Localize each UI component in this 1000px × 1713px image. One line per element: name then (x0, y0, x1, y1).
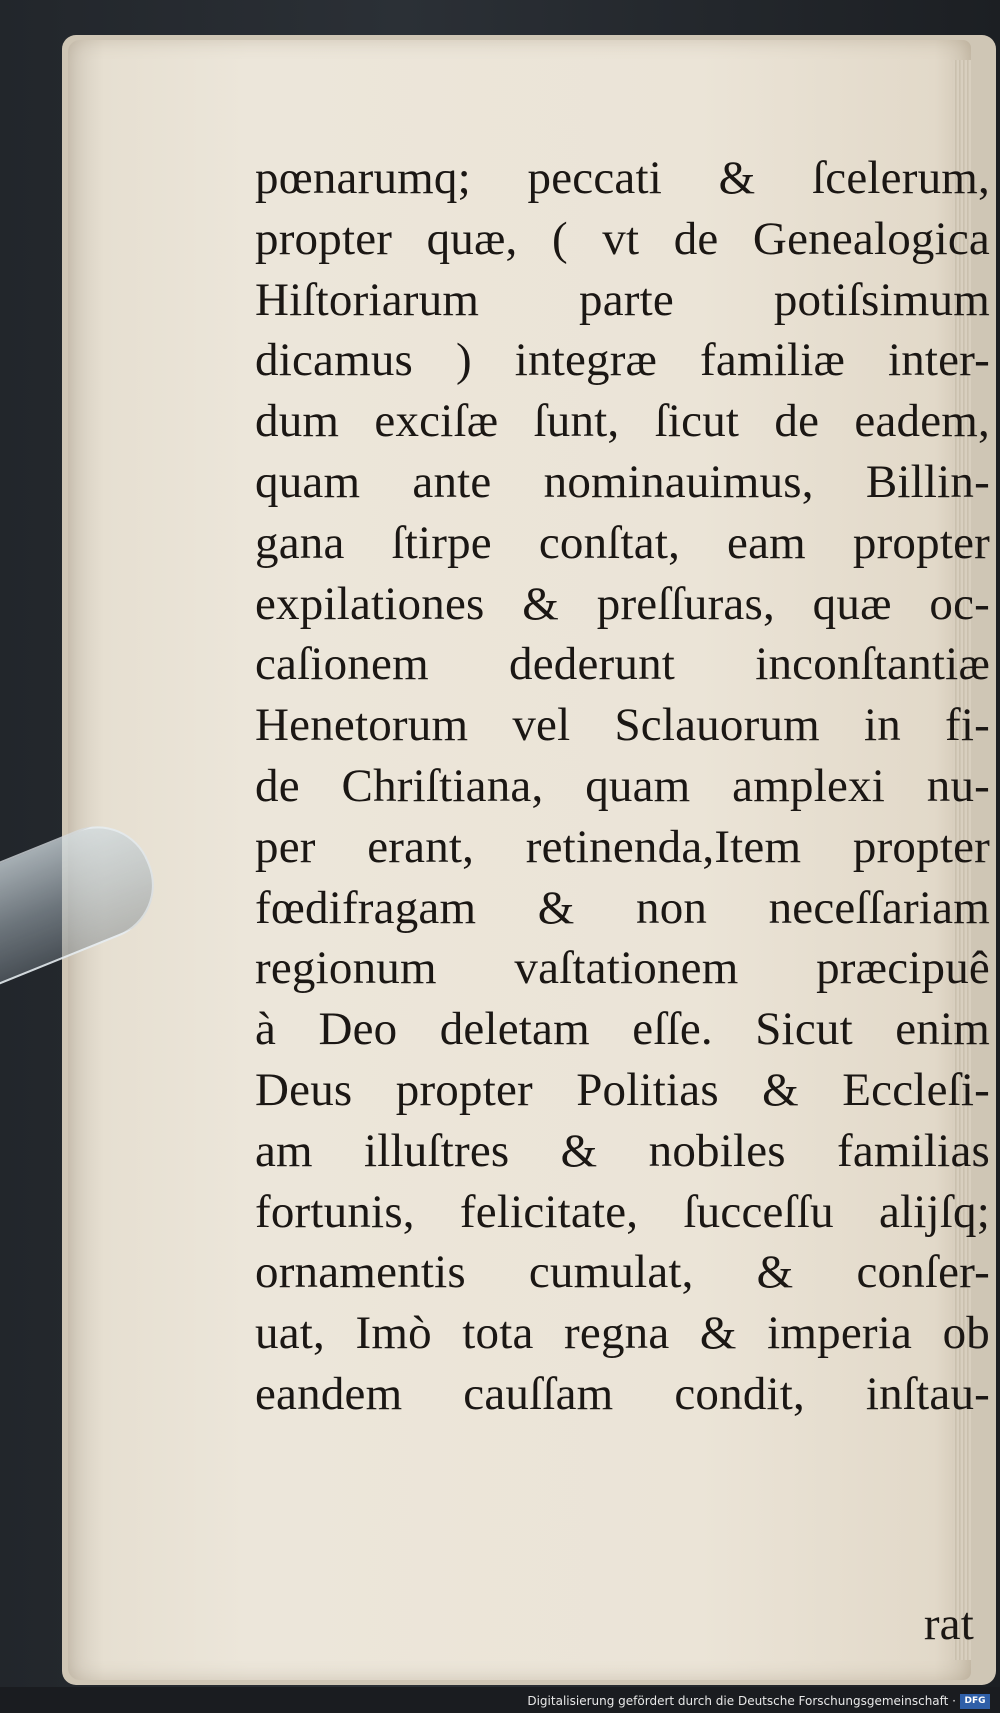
text-line: fortunis, felicitate, ſucceſſu alijſq; (255, 1185, 990, 1238)
text-line: Deus propter Politias & Eccleſi- (255, 1063, 990, 1116)
text-line: propter quæ, ( vt de Genealogica (255, 212, 990, 265)
text-line: expilationes & preſſuras, quæ oc- (255, 577, 990, 630)
text-line: ornamentis cumulat, & conſer- (255, 1246, 990, 1299)
text-line: caſionem dederunt inconſtantiæ (255, 638, 990, 691)
footer-bar (0, 1687, 1000, 1713)
dfg-logo-icon: DFG (960, 1694, 990, 1709)
text-line: Hiſtoriarum parte potiſsimum (255, 273, 990, 326)
text-line: de Chriſtiana, quam amplexi nu- (255, 759, 990, 812)
text-line: eandem cauſſam condit, inſtau- (255, 1367, 990, 1420)
text-line: quam ante nominauimus, Billin- (255, 455, 990, 508)
text-line: gana ſtirpe conſtat, eam propter (255, 516, 990, 569)
text-line: fœdifragam & non neceſſariam (255, 881, 990, 934)
text-line: dicamus ) integræ familiæ inter- (255, 334, 990, 387)
text-line: pœnarumq; peccati & ſcelerum, (255, 152, 990, 204)
funding-credit: Digitalisierung gefördert durch die Deutsche Forschungsgemeinschaft · (527, 1694, 956, 1708)
text-line: dum exciſæ ſunt, ſicut de eadem, (255, 395, 990, 448)
text-line: regionum vaſtationem præcipuê (255, 942, 990, 995)
catchword: rat (923, 1598, 974, 1650)
text-line: uat, Imò tota regna & imperia ob (255, 1307, 990, 1360)
text-line: am illuſtres & nobiles familias (255, 1124, 990, 1177)
page-text (255, 148, 990, 1650)
text-line: Henetorum vel Sclauorum in fi- (255, 699, 990, 752)
text-line: à Deo deletam eſſe. Sicut enim (255, 1003, 990, 1056)
text-line: per erant, retinenda,Item propter (255, 820, 990, 873)
